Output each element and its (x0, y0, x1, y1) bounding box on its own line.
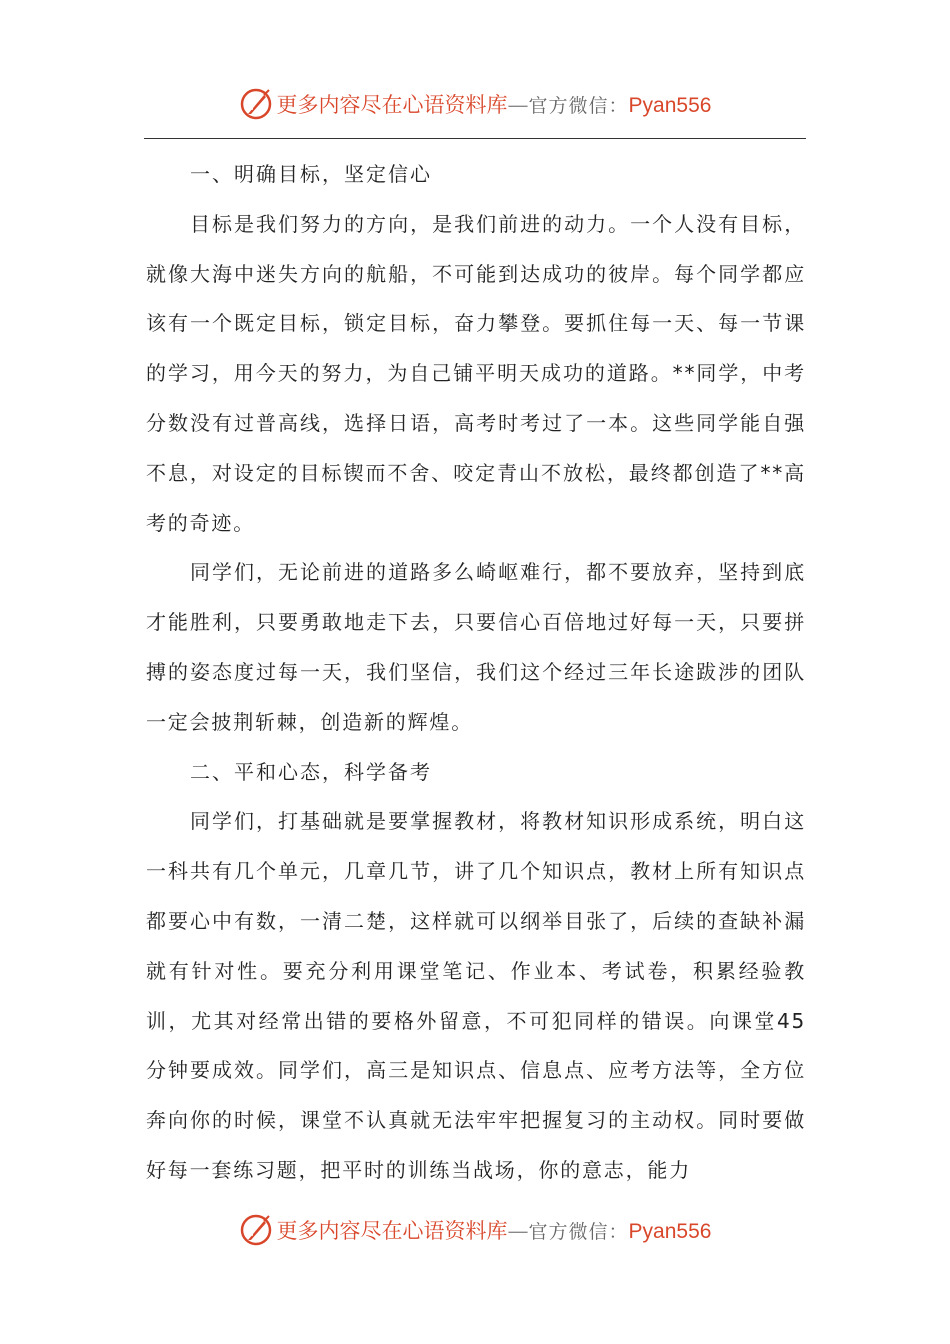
banner-dash: — (507, 93, 529, 117)
banner-wechat-id: Pyan556 (628, 1220, 712, 1243)
banner-wechat-label: 官方微信： (528, 1221, 629, 1243)
section-heading-1: 一、明确目标，坚定信心 (190, 162, 432, 186)
paragraph-1: 目标是我们努力的方向，是我们前进的动力。一个人没有目标，就像大海中迷失方向的航船，不可能到达成功的彼岸。每个同学都应该有一个既定目标，锁定目标，奋力攀登。要抓住每一天、每一节课的学习，用今天的努力，为自己铺平明天成功的道路。**同学，中考分数没有过普高线，选择日语，高考时考过了一本。这些同学能自强不息，对设定的目标锲而不舍、咬定青山不放松，最终都创造了**高考的奇迹。 (146, 211, 806, 535)
quill-pen-logo-icon (239, 87, 273, 121)
header-divider (144, 138, 806, 139)
footer-banner (0, 1208, 950, 1252)
banner-dash: — (507, 1219, 529, 1243)
banner-text (277, 89, 712, 119)
section-heading-2: 二、平和心态，科学备考 (190, 759, 432, 784)
banner-wechat-id: Pyan556 (628, 94, 712, 117)
banner-text (277, 1215, 712, 1245)
banner-wechat-label: 官方微信： (528, 95, 629, 117)
document-body (146, 150, 806, 1196)
header-banner (0, 82, 950, 126)
banner-main-text: 更多内容尽在心语资料库 (276, 93, 508, 117)
paragraph-3: 同学们，打基础就是要掌握教材，将教材知识形成系统，明白这一科共有几个单元，几章几节，讲了几个知识点，教材上所有知识点都要心中有数，一清二楚，这样就可以纲举目张了，后续的查缺补漏就有针对性。要充分利用课堂笔记、作业本、考试卷，积累经验教训，尤其对经常出错的要格外留意，不可犯同样的错误。向课堂45分钟要成效。同学们，高三是知识点、信息点、应考方法等，全方位奔向你的时候，课堂不认真就无法牢牢把握复习的主动权。同时要做好每一套练习题，把平时的训练当战场，你的意志，能力 (146, 809, 806, 1182)
banner-main-text: 更多内容尽在心语资料库 (276, 1219, 508, 1243)
quill-pen-logo-icon (239, 1213, 273, 1247)
paragraph-2: 同学们，无论前进的道路多么崎岖难行，都不要放弃，坚持到底才能胜利，只要勇敢地走下去，只要信心百倍地过好每一天，只要拼搏的姿态度过每一天，我们坚信，我们这个经过三年长途跋涉的团队一定会披荆斩棘，创造新的辉煌。 (146, 560, 806, 734)
